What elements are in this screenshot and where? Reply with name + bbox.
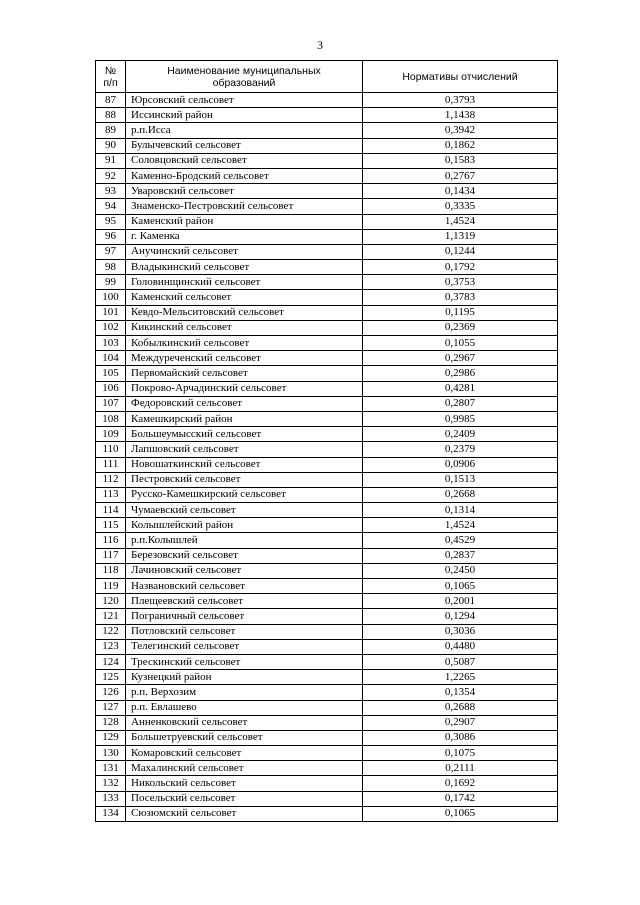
table-row (96, 138, 558, 153)
row-value-cell: 0,4480 (363, 639, 558, 654)
table-row (96, 427, 558, 442)
row-number-cell: 104 (96, 351, 126, 366)
row-number-cell: 113 (96, 487, 126, 502)
row-value-cell: 0,5087 (363, 654, 558, 669)
row-number-cell: 119 (96, 579, 126, 594)
row-value-cell: 0,1742 (363, 791, 558, 806)
row-number-cell: 89 (96, 123, 126, 138)
header-number (96, 61, 126, 93)
row-number-cell: 120 (96, 594, 126, 609)
row-name-cell: Колышлейский район (126, 518, 363, 533)
table-row (96, 791, 558, 806)
table-row (96, 108, 558, 123)
row-number-cell: 110 (96, 442, 126, 457)
row-number-cell: 117 (96, 548, 126, 563)
table-row (96, 746, 558, 761)
table-row (96, 305, 558, 320)
row-value-cell: 0,2111 (363, 761, 558, 776)
row-name-cell: Чумаевский сельсовет (126, 503, 363, 518)
header-name (126, 61, 363, 93)
row-name-cell: Юрсовский сельсовет (126, 93, 363, 108)
row-value-cell: 0,2688 (363, 700, 558, 715)
row-value-cell: 0,1244 (363, 244, 558, 259)
row-value-cell: 0,9985 (363, 411, 558, 426)
row-number-cell: 122 (96, 624, 126, 639)
norms-table (95, 60, 558, 822)
row-number-cell: 109 (96, 427, 126, 442)
row-name-cell: Пограничный сельсовет (126, 609, 363, 624)
table-row (96, 381, 558, 396)
row-value-cell: 0,2001 (363, 594, 558, 609)
row-number-cell: 111 (96, 457, 126, 472)
row-value-cell: 0,1862 (363, 138, 558, 153)
table-row (96, 654, 558, 669)
row-value-cell: 0,0906 (363, 457, 558, 472)
row-name-cell: Махалинский сельсовет (126, 761, 363, 776)
row-number-cell: 87 (96, 93, 126, 108)
table-row (96, 700, 558, 715)
table-row (96, 396, 558, 411)
row-name-cell: Камешкирский район (126, 411, 363, 426)
header-number-line2: п/п (103, 76, 118, 89)
table-row (96, 503, 558, 518)
table-row (96, 214, 558, 229)
row-number-cell: 103 (96, 336, 126, 351)
row-value-cell: 1,1438 (363, 108, 558, 123)
row-name-cell: Соловцовский сельсовет (126, 153, 363, 168)
row-number-cell: 91 (96, 153, 126, 168)
table-row (96, 457, 558, 472)
row-number-cell: 90 (96, 138, 126, 153)
row-number-cell: 123 (96, 639, 126, 654)
row-number-cell: 116 (96, 533, 126, 548)
row-name-cell: Названовский сельсовет (126, 579, 363, 594)
row-number-cell: 126 (96, 685, 126, 700)
table-row (96, 776, 558, 791)
row-value-cell: 0,1692 (363, 776, 558, 791)
row-value-cell: 0,2967 (363, 351, 558, 366)
row-name-cell: Большеумысский сельсовет (126, 427, 363, 442)
row-name-cell: Анненковский сельсовет (126, 715, 363, 730)
row-name-cell: Каменно-Бродский сельсовет (126, 168, 363, 183)
row-value-cell: 0,1065 (363, 579, 558, 594)
row-value-cell: 0,1792 (363, 260, 558, 275)
row-number-cell: 101 (96, 305, 126, 320)
row-name-cell: Лачиновский сельсовет (126, 563, 363, 578)
row-value-cell: 1,4524 (363, 214, 558, 229)
row-name-cell: Никольский сельсовет (126, 776, 363, 791)
table-row (96, 275, 558, 290)
row-name-cell: Владыкинский сельсовет (126, 260, 363, 275)
table-row (96, 290, 558, 305)
row-name-cell: р.п. Евлашево (126, 700, 363, 715)
row-value-cell: 0,1055 (363, 336, 558, 351)
row-name-cell: Каменский район (126, 214, 363, 229)
row-name-cell: Знаменско-Пестровский сельсовет (126, 199, 363, 214)
row-number-cell: 98 (96, 260, 126, 275)
table-row (96, 548, 558, 563)
row-value-cell: 0,2668 (363, 487, 558, 502)
table-row (96, 670, 558, 685)
row-value-cell: 0,2450 (363, 563, 558, 578)
table-row (96, 563, 558, 578)
table-row (96, 487, 558, 502)
table-row (96, 609, 558, 624)
row-number-cell: 132 (96, 776, 126, 791)
header-name-line1: Наименование муниципальных (167, 64, 321, 77)
table-row (96, 685, 558, 700)
table-row (96, 199, 558, 214)
row-name-cell: Головинщинский сельсовет (126, 275, 363, 290)
row-name-cell: Каменский сельсовет (126, 290, 363, 305)
table-row (96, 184, 558, 199)
row-number-cell: 130 (96, 746, 126, 761)
row-value-cell: 0,1583 (363, 153, 558, 168)
row-number-cell: 128 (96, 715, 126, 730)
row-name-cell: Плещеевский сельсовет (126, 594, 363, 609)
header-value: Нормативы отчислений (363, 61, 558, 93)
table-row (96, 366, 558, 381)
row-value-cell: 0,2409 (363, 427, 558, 442)
row-number-cell: 97 (96, 244, 126, 259)
row-value-cell: 0,1195 (363, 305, 558, 320)
row-value-cell: 0,3942 (363, 123, 558, 138)
row-number-cell: 107 (96, 396, 126, 411)
table-row (96, 442, 558, 457)
row-value-cell: 0,3086 (363, 730, 558, 745)
row-value-cell: 0,1065 (363, 806, 558, 821)
row-name-cell: Комаровский сельсовет (126, 746, 363, 761)
row-number-cell: 108 (96, 411, 126, 426)
row-value-cell: 1,4524 (363, 518, 558, 533)
row-value-cell: 0,1354 (363, 685, 558, 700)
row-number-cell: 115 (96, 518, 126, 533)
row-number-cell: 95 (96, 214, 126, 229)
row-value-cell: 0,1314 (363, 503, 558, 518)
table-row (96, 411, 558, 426)
table-header-row (96, 61, 558, 93)
row-value-cell: 0,2379 (363, 442, 558, 457)
row-value-cell: 0,4529 (363, 533, 558, 548)
row-name-cell: Булычевский сельсовет (126, 138, 363, 153)
row-name-cell: Посельский сельсовет (126, 791, 363, 806)
row-name-cell: Новошаткинский сельсовет (126, 457, 363, 472)
row-value-cell: 0,1434 (363, 184, 558, 199)
table-row (96, 168, 558, 183)
row-number-cell: 133 (96, 791, 126, 806)
table-row (96, 806, 558, 821)
row-name-cell: г. Каменка (126, 229, 363, 244)
row-value-cell: 0,2369 (363, 320, 558, 335)
table-row (96, 624, 558, 639)
row-value-cell: 0,1075 (363, 746, 558, 761)
row-number-cell: 102 (96, 320, 126, 335)
row-name-cell: Лапшовский сельсовет (126, 442, 363, 457)
row-name-cell: Анучинский сельсовет (126, 244, 363, 259)
row-name-cell: Покрово-Арчадинский сельсовет (126, 381, 363, 396)
row-value-cell: 0,2767 (363, 168, 558, 183)
row-name-cell: Русско-Камешкирский сельсовет (126, 487, 363, 502)
header-name-line2: образований (212, 76, 276, 89)
row-value-cell: 0,3793 (363, 93, 558, 108)
table-row (96, 730, 558, 745)
table-body (96, 93, 558, 822)
row-value-cell: 0,3335 (363, 199, 558, 214)
table-row (96, 594, 558, 609)
row-number-cell: 129 (96, 730, 126, 745)
table-row (96, 579, 558, 594)
row-number-cell: 121 (96, 609, 126, 624)
row-value-cell: 0,4281 (363, 381, 558, 396)
row-number-cell: 92 (96, 168, 126, 183)
row-value-cell: 1,1319 (363, 229, 558, 244)
row-number-cell: 127 (96, 700, 126, 715)
row-name-cell: Первомайский сельсовет (126, 366, 363, 381)
table-row (96, 336, 558, 351)
table-row (96, 320, 558, 335)
row-name-cell: Большетруевский сельсовет (126, 730, 363, 745)
row-number-cell: 105 (96, 366, 126, 381)
row-value-cell: 0,3783 (363, 290, 558, 305)
row-name-cell: Трескинский сельсовет (126, 654, 363, 669)
page-number: 3 (317, 38, 323, 52)
table-row (96, 229, 558, 244)
row-value-cell: 0,3753 (363, 275, 558, 290)
table-row (96, 533, 558, 548)
table-row (96, 153, 558, 168)
row-name-cell: Сюзюмский сельсовет (126, 806, 363, 821)
row-name-cell: Березовский сельсовет (126, 548, 363, 563)
row-number-cell: 88 (96, 108, 126, 123)
table-row (96, 93, 558, 108)
row-name-cell: р.п. Верхозим (126, 685, 363, 700)
table-row (96, 518, 558, 533)
row-name-cell: Кевдо-Мельситовский сельсовет (126, 305, 363, 320)
table-row (96, 260, 558, 275)
table-row (96, 244, 558, 259)
row-name-cell: Кикинский сельсовет (126, 320, 363, 335)
row-number-cell: 96 (96, 229, 126, 244)
table-row (96, 761, 558, 776)
row-name-cell: Кобылкинский сельсовет (126, 336, 363, 351)
header-number-line1: № (104, 64, 117, 77)
row-name-cell: Потловский сельсовет (126, 624, 363, 639)
row-number-cell: 94 (96, 199, 126, 214)
row-number-cell: 118 (96, 563, 126, 578)
row-value-cell: 0,3036 (363, 624, 558, 639)
row-name-cell: Федоровский сельсовет (126, 396, 363, 411)
row-number-cell: 112 (96, 472, 126, 487)
row-value-cell: 0,1294 (363, 609, 558, 624)
row-name-cell: Телегинский сельсовет (126, 639, 363, 654)
row-name-cell: Уваровский сельсовет (126, 184, 363, 199)
row-value-cell: 1,2265 (363, 670, 558, 685)
table-row (96, 123, 558, 138)
row-number-cell: 100 (96, 290, 126, 305)
table-row (96, 351, 558, 366)
row-number-cell: 134 (96, 806, 126, 821)
row-number-cell: 131 (96, 761, 126, 776)
row-value-cell: 0,1513 (363, 472, 558, 487)
row-name-cell: р.п.Колышлей (126, 533, 363, 548)
table-row (96, 715, 558, 730)
row-number-cell: 125 (96, 670, 126, 685)
row-value-cell: 0,2807 (363, 396, 558, 411)
row-number-cell: 99 (96, 275, 126, 290)
table-row (96, 472, 558, 487)
row-number-cell: 124 (96, 654, 126, 669)
row-number-cell: 106 (96, 381, 126, 396)
row-value-cell: 0,2907 (363, 715, 558, 730)
row-name-cell: Междуреченский сельсовет (126, 351, 363, 366)
row-name-cell: р.п.Исса (126, 123, 363, 138)
row-value-cell: 0,2837 (363, 548, 558, 563)
row-name-cell: Иссинский район (126, 108, 363, 123)
row-value-cell: 0,2986 (363, 366, 558, 381)
row-name-cell: Пестровский сельсовет (126, 472, 363, 487)
row-name-cell: Кузнецкий район (126, 670, 363, 685)
row-number-cell: 93 (96, 184, 126, 199)
row-number-cell: 114 (96, 503, 126, 518)
table-row (96, 639, 558, 654)
